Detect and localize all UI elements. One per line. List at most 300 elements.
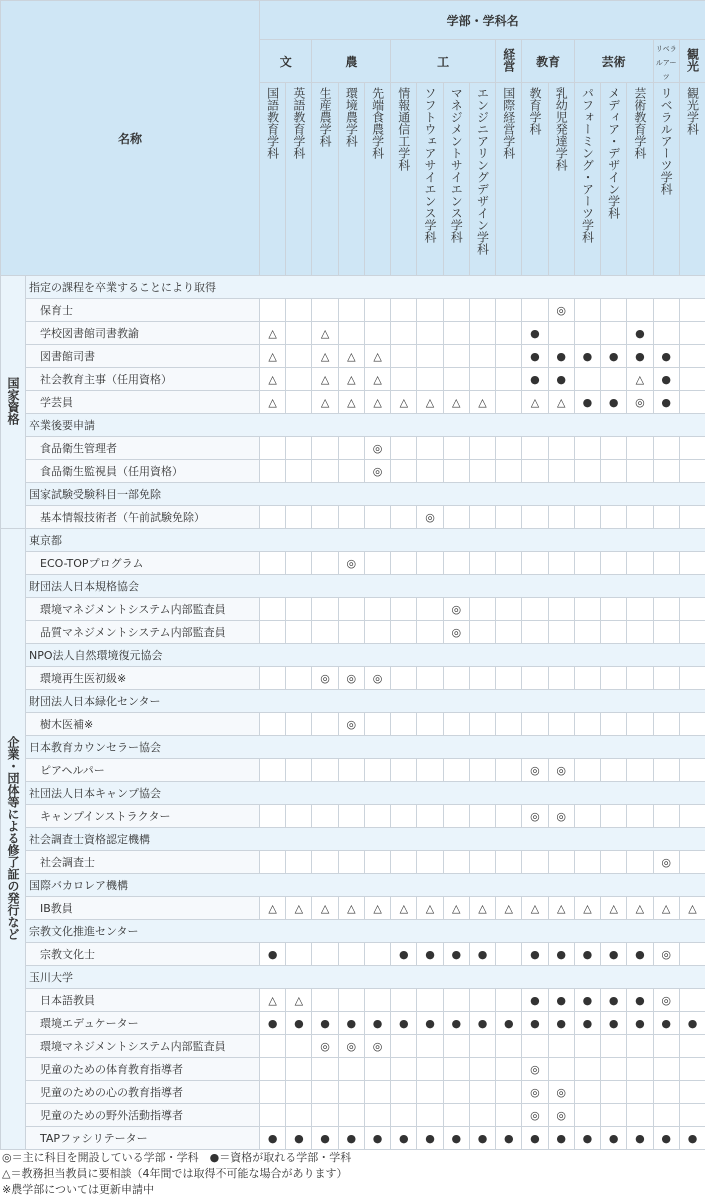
availability-mark: ◎ [417, 506, 443, 529]
availability-mark [338, 621, 364, 644]
availability-mark [601, 1104, 627, 1127]
faculty-label: 芸術 [601, 54, 626, 69]
category-label: 日本教育カウンセラー協会 [26, 736, 705, 759]
availability-mark [312, 1104, 338, 1127]
availability-mark: △ [312, 345, 338, 368]
availability-mark: ◎ [522, 1104, 548, 1127]
availability-mark [364, 1058, 390, 1081]
qualification-row [1, 897, 705, 920]
availability-mark [286, 1081, 312, 1104]
availability-mark: △ [627, 897, 653, 920]
availability-mark [286, 299, 312, 322]
faculty-label: 観光 [685, 47, 700, 72]
availability-mark [627, 667, 653, 690]
availability-mark [627, 851, 653, 874]
section-header [1, 276, 26, 529]
availability-mark [391, 322, 417, 345]
category-label: 玉川大学 [26, 966, 705, 989]
availability-mark [574, 552, 600, 575]
availability-mark [338, 598, 364, 621]
availability-mark: ◎ [364, 437, 390, 460]
availability-mark [417, 322, 443, 345]
availability-mark [496, 759, 522, 782]
availability-mark [469, 1081, 495, 1104]
availability-mark: ● [522, 989, 548, 1012]
availability-mark: △ [627, 368, 653, 391]
qualification-row [1, 805, 705, 828]
availability-mark [391, 552, 417, 575]
availability-mark [443, 460, 469, 483]
availability-mark: ● [627, 1012, 653, 1035]
qualification-label: 児童のための野外活動指導者 [26, 1104, 260, 1127]
availability-mark [286, 345, 312, 368]
availability-mark: ● [286, 1127, 312, 1150]
qualification-label: 基本情報技術者（午前試験免除） [26, 506, 260, 529]
availability-mark [260, 437, 286, 460]
availability-mark [574, 437, 600, 460]
section-label: 国家資格 [6, 376, 20, 425]
availability-mark: ● [574, 1012, 600, 1035]
availability-mark [469, 322, 495, 345]
qualification-row [1, 1035, 705, 1058]
department-label: 乳幼児発達学科 [554, 87, 569, 171]
availability-mark [522, 506, 548, 529]
availability-mark [364, 989, 390, 1012]
department-header [601, 83, 627, 276]
availability-mark [496, 391, 522, 414]
availability-mark: △ [601, 897, 627, 920]
availability-mark [364, 759, 390, 782]
availability-mark [653, 598, 679, 621]
qualification-row [1, 1127, 705, 1150]
availability-mark [627, 759, 653, 782]
department-label: リベラルアーツ学科 [659, 87, 674, 195]
availability-mark: ◎ [653, 989, 679, 1012]
availability-mark [443, 437, 469, 460]
availability-mark [364, 506, 390, 529]
qualification-label: 食品衛生管理者 [26, 437, 260, 460]
qualification-row [1, 1012, 705, 1035]
availability-mark [364, 1104, 390, 1127]
availability-mark: ● [496, 1127, 522, 1150]
availability-mark [260, 1104, 286, 1127]
availability-mark [574, 805, 600, 828]
qualification-row [1, 1104, 705, 1127]
availability-mark [286, 1104, 312, 1127]
department-header [417, 83, 443, 276]
availability-mark [627, 437, 653, 460]
availability-mark: ● [548, 1127, 574, 1150]
availability-mark [627, 598, 653, 621]
availability-mark: △ [653, 897, 679, 920]
availability-mark [574, 1081, 600, 1104]
qualification-row [1, 322, 705, 345]
availability-mark: △ [338, 368, 364, 391]
availability-mark [338, 805, 364, 828]
availability-mark [391, 1104, 417, 1127]
availability-mark [443, 1058, 469, 1081]
qualification-row [1, 989, 705, 1012]
availability-mark [627, 460, 653, 483]
availability-mark [312, 759, 338, 782]
availability-mark: ● [653, 1012, 679, 1035]
qualification-label: 食品衛生監視員（任用資格） [26, 460, 260, 483]
qualification-row [1, 598, 705, 621]
department-label: ソフトウェアサイエンス学科 [423, 87, 438, 243]
availability-mark: ● [417, 1127, 443, 1150]
availability-mark: △ [574, 897, 600, 920]
availability-mark [417, 1058, 443, 1081]
faculty-department-title: 学部・学科名 [260, 1, 705, 40]
availability-mark [601, 552, 627, 575]
name-column-header [1, 1, 260, 276]
availability-mark [679, 391, 705, 414]
availability-mark: △ [364, 368, 390, 391]
department-header [679, 83, 705, 276]
availability-mark [417, 621, 443, 644]
availability-mark: △ [286, 989, 312, 1012]
availability-mark [391, 506, 417, 529]
availability-mark: ● [601, 345, 627, 368]
availability-mark [443, 989, 469, 1012]
availability-mark [469, 506, 495, 529]
availability-mark [522, 667, 548, 690]
department-label: 生産農学科 [318, 87, 333, 147]
availability-mark: △ [364, 391, 390, 414]
availability-mark [601, 299, 627, 322]
availability-mark [364, 805, 390, 828]
availability-mark [260, 1081, 286, 1104]
availability-mark [312, 621, 338, 644]
availability-mark: △ [522, 897, 548, 920]
availability-mark [469, 713, 495, 736]
availability-mark: ● [653, 368, 679, 391]
availability-mark [260, 667, 286, 690]
qualification-row [1, 713, 705, 736]
availability-mark [417, 713, 443, 736]
availability-mark [496, 805, 522, 828]
availability-mark: ● [601, 989, 627, 1012]
availability-mark [469, 598, 495, 621]
category-row [1, 736, 705, 759]
availability-mark [548, 713, 574, 736]
availability-mark [653, 506, 679, 529]
legend-note: △＝教務担当教員に要相談（4年間では取得不可能な場合があります） [2, 1167, 348, 1180]
availability-mark [469, 989, 495, 1012]
availability-mark [338, 1081, 364, 1104]
availability-mark [679, 713, 705, 736]
availability-mark [443, 1081, 469, 1104]
availability-mark [469, 667, 495, 690]
availability-mark [496, 667, 522, 690]
availability-mark [627, 1081, 653, 1104]
qualification-label: ECO-TOPプログラム [26, 552, 260, 575]
availability-mark [601, 598, 627, 621]
availability-mark [496, 989, 522, 1012]
availability-mark [469, 437, 495, 460]
availability-mark [469, 345, 495, 368]
department-header [469, 83, 495, 276]
availability-mark [496, 598, 522, 621]
availability-mark [679, 552, 705, 575]
availability-mark [391, 1035, 417, 1058]
availability-mark: ● [627, 989, 653, 1012]
availability-mark: ● [364, 1127, 390, 1150]
availability-mark [260, 621, 286, 644]
availability-mark [443, 345, 469, 368]
category-row [1, 483, 705, 506]
availability-mark: ● [443, 1012, 469, 1035]
availability-mark [601, 322, 627, 345]
availability-mark [627, 1035, 653, 1058]
availability-mark [312, 1058, 338, 1081]
availability-mark: ● [574, 345, 600, 368]
faculty-header [574, 40, 653, 83]
availability-mark: △ [391, 391, 417, 414]
availability-mark: ● [391, 1012, 417, 1035]
category-label: 指定の課程を卒業することにより取得 [26, 276, 705, 299]
availability-mark: ● [679, 1127, 705, 1150]
availability-mark [391, 460, 417, 483]
qualification-row [1, 391, 705, 414]
availability-mark [601, 713, 627, 736]
availability-mark: △ [286, 897, 312, 920]
category-label: 社団法人日本キャンプ協会 [26, 782, 705, 805]
availability-mark [601, 506, 627, 529]
availability-mark [312, 460, 338, 483]
department-label: 芸術教育学科 [632, 87, 647, 159]
availability-mark: ● [653, 391, 679, 414]
availability-mark [391, 598, 417, 621]
availability-mark: △ [338, 897, 364, 920]
qualification-label: 日本語教員 [26, 989, 260, 1012]
availability-mark [260, 805, 286, 828]
availability-mark [312, 713, 338, 736]
availability-mark [417, 299, 443, 322]
availability-mark: ◎ [338, 713, 364, 736]
category-row [1, 782, 705, 805]
qualification-label: 学校図書館司書教諭 [26, 322, 260, 345]
availability-mark [522, 621, 548, 644]
availability-mark [443, 667, 469, 690]
qualification-row [1, 506, 705, 529]
availability-mark: ◎ [338, 1035, 364, 1058]
department-label: 情報通信工学科 [396, 87, 411, 171]
availability-mark [312, 805, 338, 828]
availability-mark [443, 805, 469, 828]
availability-mark [286, 759, 312, 782]
availability-mark: △ [496, 897, 522, 920]
availability-mark [312, 299, 338, 322]
availability-mark [574, 506, 600, 529]
qualification-label: ピアヘルパー [26, 759, 260, 782]
availability-mark [443, 506, 469, 529]
availability-mark [286, 322, 312, 345]
availability-mark [286, 391, 312, 414]
availability-mark: ● [469, 1012, 495, 1035]
availability-mark [443, 759, 469, 782]
availability-mark: ● [601, 1012, 627, 1035]
faculty-header [391, 40, 496, 83]
availability-mark [391, 368, 417, 391]
availability-mark [574, 460, 600, 483]
availability-mark [417, 759, 443, 782]
availability-mark [601, 368, 627, 391]
availability-mark [679, 759, 705, 782]
availability-mark [286, 1035, 312, 1058]
availability-mark: ● [522, 1127, 548, 1150]
availability-mark: ● [364, 1012, 390, 1035]
availability-mark: ● [260, 943, 286, 966]
availability-mark [653, 1081, 679, 1104]
availability-mark [286, 667, 312, 690]
category-label: 財団法人日本緑化センター [26, 690, 705, 713]
category-row [1, 414, 705, 437]
availability-mark [286, 805, 312, 828]
qualification-label: 保育士 [26, 299, 260, 322]
availability-mark [601, 437, 627, 460]
qualification-row [1, 759, 705, 782]
availability-mark [338, 299, 364, 322]
availability-mark [522, 598, 548, 621]
availability-mark [417, 552, 443, 575]
availability-mark [260, 759, 286, 782]
faculty-label: 文 [279, 54, 292, 69]
faculty-header [312, 40, 391, 83]
availability-mark [417, 437, 443, 460]
availability-mark: △ [522, 391, 548, 414]
availability-mark [679, 805, 705, 828]
faculty-label: 工 [437, 54, 450, 69]
availability-mark [548, 460, 574, 483]
availability-mark [364, 552, 390, 575]
availability-mark [601, 1058, 627, 1081]
availability-mark [522, 460, 548, 483]
availability-mark: ● [574, 391, 600, 414]
availability-mark [496, 299, 522, 322]
availability-mark [496, 552, 522, 575]
availability-mark [443, 851, 469, 874]
availability-mark [601, 667, 627, 690]
department-label: メディア・デザイン学科 [606, 87, 621, 219]
availability-mark: ◎ [522, 805, 548, 828]
availability-mark [312, 851, 338, 874]
availability-mark [417, 1035, 443, 1058]
availability-mark [601, 1035, 627, 1058]
availability-mark: ◎ [522, 1058, 548, 1081]
availability-mark [601, 621, 627, 644]
availability-mark [364, 1081, 390, 1104]
availability-mark: △ [260, 345, 286, 368]
department-header [443, 83, 469, 276]
availability-mark [338, 506, 364, 529]
availability-mark [391, 851, 417, 874]
availability-mark [443, 1104, 469, 1127]
qualification-row [1, 460, 705, 483]
availability-mark [496, 943, 522, 966]
availability-mark: ● [601, 391, 627, 414]
availability-mark: △ [469, 391, 495, 414]
availability-mark: ● [312, 1012, 338, 1035]
availability-mark: △ [443, 897, 469, 920]
availability-mark: ● [601, 1127, 627, 1150]
availability-mark: △ [391, 897, 417, 920]
availability-mark [679, 1104, 705, 1127]
qualification-row [1, 943, 705, 966]
qualification-row [1, 552, 705, 575]
availability-mark [469, 621, 495, 644]
qualification-row [1, 1081, 705, 1104]
availability-mark [548, 598, 574, 621]
qualification-row [1, 621, 705, 644]
availability-mark: ◎ [548, 1081, 574, 1104]
faculty-header [260, 40, 312, 83]
department-label: 教育学科 [527, 87, 542, 135]
qualification-label: 社会調査士 [26, 851, 260, 874]
availability-mark [469, 1035, 495, 1058]
availability-mark: ● [391, 943, 417, 966]
availability-mark: △ [312, 897, 338, 920]
section-label: 企業・団体等による修了証の発行など [6, 735, 20, 940]
faculty-label: 農 [345, 54, 358, 69]
availability-mark: ● [496, 1012, 522, 1035]
availability-mark [417, 805, 443, 828]
availability-mark [364, 713, 390, 736]
availability-mark [391, 805, 417, 828]
availability-mark [574, 759, 600, 782]
availability-mark: ● [548, 368, 574, 391]
availability-mark [548, 437, 574, 460]
availability-mark [653, 667, 679, 690]
availability-mark [653, 713, 679, 736]
availability-mark [627, 713, 653, 736]
qualification-label: 児童のための体育教育指導者 [26, 1058, 260, 1081]
category-label: 国家試験受験科目一部免除 [26, 483, 705, 506]
availability-mark [679, 345, 705, 368]
availability-mark [522, 851, 548, 874]
qualification-label: TAPファシリテーター [26, 1127, 260, 1150]
availability-mark [391, 759, 417, 782]
availability-mark [627, 1058, 653, 1081]
category-label: 卒業後要申請 [26, 414, 705, 437]
availability-mark: △ [338, 391, 364, 414]
department-header [653, 83, 679, 276]
availability-mark [469, 851, 495, 874]
availability-mark [286, 552, 312, 575]
availability-mark [601, 1081, 627, 1104]
availability-mark: ◎ [548, 299, 574, 322]
availability-mark [260, 1035, 286, 1058]
availability-mark [627, 506, 653, 529]
availability-mark: ◎ [653, 943, 679, 966]
availability-mark: ● [653, 1127, 679, 1150]
availability-mark: △ [364, 345, 390, 368]
availability-mark [286, 851, 312, 874]
availability-mark [286, 621, 312, 644]
availability-mark [338, 989, 364, 1012]
qualification-label: 環境再生医初級※ [26, 667, 260, 690]
availability-mark: ● [469, 943, 495, 966]
availability-mark: ◎ [364, 460, 390, 483]
availability-mark [574, 851, 600, 874]
availability-mark: △ [312, 322, 338, 345]
department-header [364, 83, 390, 276]
availability-mark: ◎ [653, 851, 679, 874]
availability-mark [679, 989, 705, 1012]
availability-mark [417, 598, 443, 621]
availability-mark [469, 460, 495, 483]
faculty-label: 経営 [501, 47, 516, 72]
